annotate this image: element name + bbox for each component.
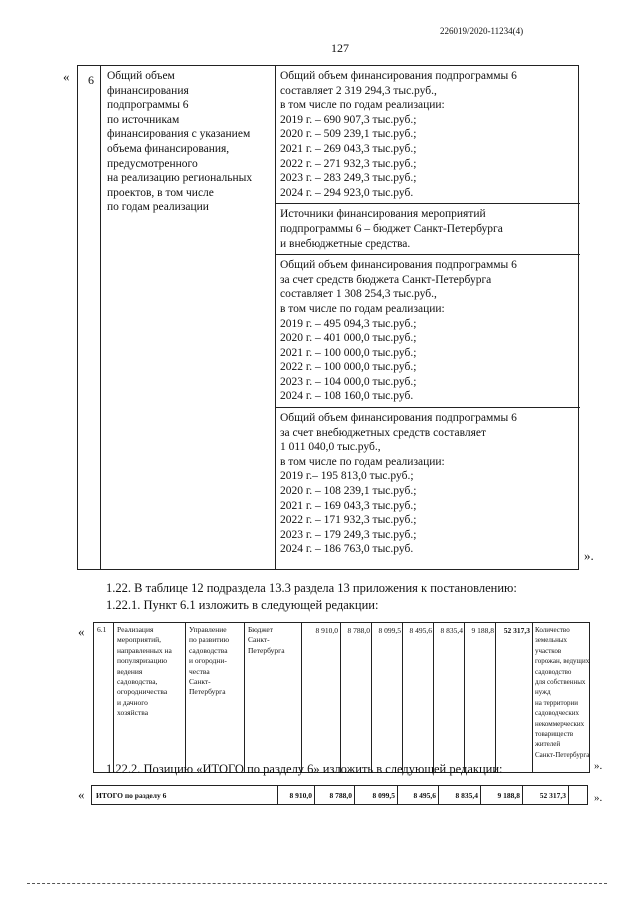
text-line: 2021 г. – 100 000,0 тыс.руб.; xyxy=(280,346,417,359)
text-line: Бюджет xyxy=(248,625,274,634)
text-line: популяризацию xyxy=(117,656,168,666)
column-divider xyxy=(100,66,101,569)
text-line: горожан, ведущих xyxy=(535,657,590,666)
column-divider xyxy=(568,786,569,804)
total-2024: 9 188,8 xyxy=(497,791,520,800)
column-divider xyxy=(301,623,302,772)
close-quote: ». xyxy=(584,548,594,563)
text-line: Количество xyxy=(535,626,570,634)
column-divider xyxy=(340,623,341,772)
text-line: за счет средств бюджета Санкт-Петербурга xyxy=(280,273,492,286)
total-row-table xyxy=(91,785,588,805)
value-2023: 8 835,4 xyxy=(440,626,463,635)
text-line: Общий объем финансирования подпрограммы 6 xyxy=(280,70,517,82)
text-line: Источники финансирования мероприятий xyxy=(280,208,486,221)
total-sum: 52 317,3 xyxy=(539,791,566,800)
divider xyxy=(276,203,580,204)
value-2021: 8 099,5 xyxy=(378,626,401,635)
text-line: товариществ xyxy=(535,730,574,739)
total-2021: 8 099,5 xyxy=(372,791,395,800)
row-title xyxy=(107,69,275,215)
column-divider xyxy=(244,623,245,772)
title-line: финансирования с указанием xyxy=(107,128,251,141)
title-line: на реализацию региональных xyxy=(107,172,253,185)
text-line: Общий объем финансирования подпрограммы 6 xyxy=(280,259,517,272)
text-line: и огородни- xyxy=(189,656,227,666)
document-id: 226019/2020-11234(4) xyxy=(440,26,524,36)
text-line: Санкт-Петербурга xyxy=(535,750,590,759)
text-line: 2024 г. – 186 763,0 тыс.руб. xyxy=(280,543,414,556)
total-2020: 8 788,0 xyxy=(329,791,352,800)
text-line: направленных на xyxy=(117,645,172,655)
text-line: земельных участков xyxy=(535,636,568,655)
text-line: 2022 г. – 171 932,3 тыс.руб.; xyxy=(280,514,417,527)
text-line: 2020 г. – 509 239,1 тыс.руб.; xyxy=(280,128,417,141)
text-line: за счет внебюджетных средств составляет xyxy=(280,426,487,439)
divider xyxy=(276,254,580,255)
text-line: 2020 г. – 108 239,1 тыс.руб.; xyxy=(280,485,417,498)
open-quote: « xyxy=(78,624,85,639)
funding-source xyxy=(248,625,300,656)
text-line: 2024 г. – 294 923,0 тыс.руб. xyxy=(280,186,414,199)
text-line: 2023 г. – 179 249,3 тыс.руб.; xyxy=(280,528,417,541)
text-line: 2024 г. – 108 160,0 тыс.руб. xyxy=(280,390,414,403)
value-total: 52 317,3 xyxy=(503,626,530,635)
open-quote: « xyxy=(78,787,85,802)
text-line: 2023 г. – 104 000,0 тыс.руб.; xyxy=(280,375,417,388)
total-financing-block xyxy=(280,69,576,200)
column-divider xyxy=(371,623,372,772)
column-divider xyxy=(185,623,186,772)
title-line: финансирования xyxy=(107,84,189,97)
text-line: Петербурга xyxy=(248,645,285,655)
executor xyxy=(189,625,243,698)
value-2022: 8 495,6 xyxy=(409,626,432,635)
text-line: 2022 г. – 271 932,3 тыс.руб.; xyxy=(280,157,417,170)
text-line: чества xyxy=(189,666,210,676)
column-divider xyxy=(275,66,276,569)
close-quote: ». xyxy=(594,792,603,804)
indicator xyxy=(535,625,591,760)
column-divider xyxy=(495,623,496,772)
text-line: составляет 2 319 294,3 тыс.руб., xyxy=(280,84,437,97)
total-2019: 8 910,0 xyxy=(289,791,312,800)
text-line: по развитию xyxy=(189,635,230,645)
column-divider xyxy=(113,623,114,772)
title-line: по годам реализации xyxy=(107,201,209,214)
text-line: в том числе по годам реализации: xyxy=(280,99,445,112)
row-number: 6 xyxy=(88,73,94,87)
column-divider xyxy=(532,623,533,772)
divider xyxy=(276,407,580,408)
text-line: 2019 г. – 690 907,3 тыс.руб.; xyxy=(280,113,417,126)
text-line: для собственных xyxy=(535,678,586,687)
total-label: ИТОГО по разделу 6 xyxy=(96,791,167,800)
item-6-1-table xyxy=(93,622,590,773)
text-line: 2020 г. – 401 000,0 тыс.руб.; xyxy=(280,332,417,345)
text-line: мероприятий, xyxy=(117,635,161,645)
text-line: в том числе по годам реализации: xyxy=(280,455,445,468)
title-line: предусмотренного xyxy=(107,157,198,170)
text-line: в том числе по годам реализации: xyxy=(280,302,445,315)
text-line: 2019 г.– 195 813,0 тыс.руб.; xyxy=(280,470,414,483)
funding-sources-block xyxy=(280,207,576,251)
paragraph-1-22: 1.22. В таблице 12 подраздела 13.3 раздела 13 приложения к постановлению: xyxy=(106,581,517,595)
text-line: 2021 г. – 169 043,3 тыс.руб.; xyxy=(280,499,417,512)
text-line: садоводства, xyxy=(117,677,158,687)
financing-details xyxy=(280,69,576,557)
text-line: нужд xyxy=(535,688,551,697)
text-line: хозяйства xyxy=(117,708,149,718)
text-line: на территории xyxy=(535,698,578,707)
text-line: 2022 г. – 100 000,0 тыс.руб.; xyxy=(280,361,417,374)
title-line: подпрограммы 6 xyxy=(107,99,189,112)
value-2019: 8 910,0 xyxy=(315,626,338,635)
text-line: и внебюджетные средства. xyxy=(280,237,411,250)
column-divider xyxy=(433,623,434,772)
extrabudget-financing-block xyxy=(280,411,576,557)
paragraph-1-22-2: 1.22.2. Позицию «ИТОГО по разделу 6» изложить в следующей редакции: xyxy=(106,762,503,776)
item-number: 6.1 xyxy=(97,625,107,634)
text-line: садоводческих xyxy=(535,709,580,718)
column-divider xyxy=(464,623,465,772)
text-line: Реализация xyxy=(117,625,154,634)
close-quote: ». xyxy=(594,760,603,772)
text-line: 2021 г. – 269 043,3 тыс.руб.; xyxy=(280,142,417,155)
text-line: огородничества xyxy=(117,687,168,697)
title-line: Общий объем xyxy=(107,70,175,82)
text-line: Общий объем финансирования подпрограммы 6 xyxy=(280,412,517,425)
financing-table xyxy=(77,65,579,570)
value-2024: 9 188,8 xyxy=(471,626,494,635)
page-number: 127 xyxy=(331,41,349,55)
paragraph-1-22-1: 1.22.1. Пункт 6.1 изложить в следующей редакции: xyxy=(106,598,379,612)
value-2020: 8 788,0 xyxy=(347,626,370,635)
text-line: Санкт- xyxy=(189,677,211,687)
title-line: по источникам xyxy=(107,113,180,126)
title-line: объема финансирования, xyxy=(107,142,230,155)
text-line: составляет 1 308 254,3 тыс.руб., xyxy=(280,288,437,301)
text-line: 2023 г. – 283 249,3 тыс.руб.; xyxy=(280,172,417,185)
text-line: садоводство xyxy=(535,667,572,676)
total-2023: 8 835,4 xyxy=(455,791,478,800)
text-line: Санкт- xyxy=(248,635,270,645)
text-line: подпрограммы 6 – бюджет Санкт-Петербурга xyxy=(280,222,503,235)
page-bottom-line xyxy=(27,883,607,884)
event-description xyxy=(117,625,183,719)
text-line: 2019 г. – 495 094,3 тыс.руб.; xyxy=(280,317,417,330)
text-line: некоммерческих xyxy=(535,719,585,728)
text-line: Петербурга xyxy=(189,687,226,697)
text-line: Управление xyxy=(189,625,227,634)
text-line: садоводства xyxy=(189,645,228,655)
title-line: проектов, в том числе xyxy=(107,186,214,199)
open-quote: « xyxy=(63,69,70,84)
budget-financing-block xyxy=(280,258,576,404)
text-line: 1 011 040,0 тыс.руб., xyxy=(280,441,381,454)
text-line: и дачного xyxy=(117,697,148,707)
text-line: ведения xyxy=(117,666,143,676)
text-line: жителей xyxy=(535,740,561,749)
column-divider xyxy=(402,623,403,772)
total-2022: 8 495,6 xyxy=(413,791,436,800)
